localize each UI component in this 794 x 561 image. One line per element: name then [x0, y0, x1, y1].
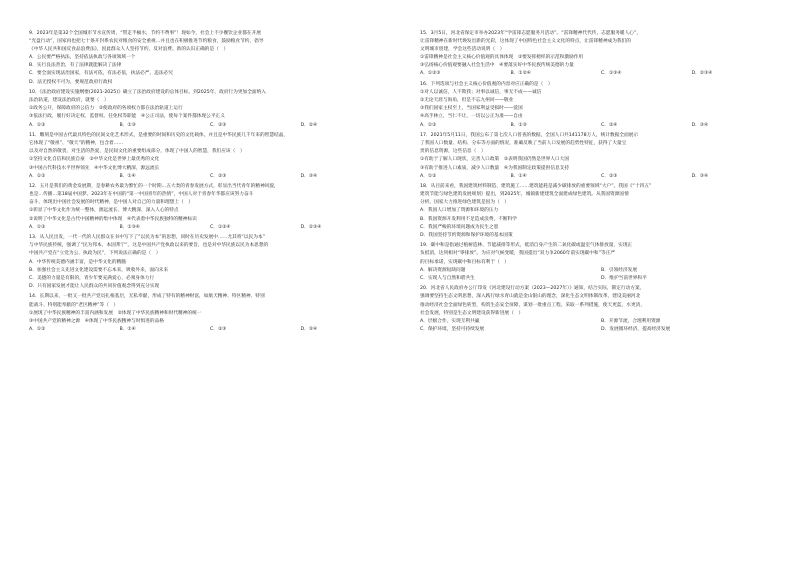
answer-choices: [29, 326, 391, 334]
answer-choice: B．①④: [510, 173, 527, 179]
question-line: C．要全面实现法治国家，有法可依，有法必依，执法必严，违法必究: [29, 71, 173, 77]
question-line: 13．从人民出发，一代一代的人民群众在书中写下了“以民为本”的思想，同时在历史发展中……尤其将“以民为本”: [29, 235, 265, 241]
answer-choice: C．②④: [601, 122, 618, 128]
question-line: 奋斗，体现出中国社会发展的时代精神，是中国人对自己的力量和理想上（ ）: [29, 200, 194, 206]
answer-choices: [420, 318, 782, 334]
answer-choice: D．③④: [691, 122, 709, 128]
question-line: A．中华传统美德内涵丰富，是中华文化的精髓: [29, 259, 126, 265]
answer-choice: B．①②④: [510, 71, 532, 77]
question-line: ①政务公开，保障政府的公信力 ②使政府的各项权力都在法治轨道上运行: [29, 106, 183, 112]
question-block: [420, 242, 782, 282]
question-block: [420, 183, 782, 240]
question-line: B．我国资源开发利用不足造成浪费，不断科学: [420, 216, 517, 222]
question-line: B．加强社会主义先进文化建设需要不忘本来，吸收外来，面向未来: [29, 267, 169, 273]
question-line: 以及对自然的敬畏、对生活的热爱，是民间文化的重要组成部分，体现了中国人的智慧，我们应该（ ）: [29, 149, 245, 155]
question-line: ③弘扬核心价值观要融入社会生活中 ④要落实好中华民族传统美德的力量: [420, 63, 574, 69]
answer-choice: D．②④: [300, 122, 318, 128]
question-line: 9．2023年是第32个全国城市节水宣传周，“带走半桶水，节约不费事”！现如今，社会上不少餐饮企业都在开展: [29, 31, 261, 36]
question-block: [420, 285, 782, 334]
question-line: A．我国人口增加了资源和环境的压力: [420, 208, 499, 214]
question-line: 文明城市创建，学会这些活动说明（ ）: [420, 47, 505, 53]
answer-choices: [29, 173, 391, 181]
question-block: [29, 30, 391, 87]
question-line: ③我们国家主权至上，当国家利益受损时——爱国: [420, 106, 523, 112]
question-line: ①展现了中华民族精神的丰富内涵和发展 ②体现了中华民族精神和时代精神的统一: [29, 310, 202, 316]
answer-choice: B．①④: [119, 173, 136, 179]
question-line: 的目标承诺，实现碳中和目标有利于（ ）: [420, 259, 510, 265]
question-block: [29, 234, 391, 291]
answer-choice: D．③④: [300, 173, 318, 179]
question-block: [420, 81, 782, 130]
question-block: [29, 132, 391, 181]
question-line: 10．《法治政府建设实施纲要(2021-2025)》确立了法治政府建设的总体目标，到2025年，政府行为更加全面纳入: [29, 90, 266, 96]
question-line: 贵的信息资源，这些信息（ ）: [420, 149, 486, 155]
answer-choice: A．层级合作，实现互利共赢: [420, 318, 480, 324]
question-line: 它体现了“敬祖”、“敬天”的精神，包含着……: [29, 141, 124, 147]
question-block: [29, 89, 391, 129]
question-line: 17．2021年5月11日，我国公布了第七次人口普查的数据，全国人口共141178万人，统计数据全面展示: [420, 133, 639, 139]
question-line: 让雷锋精神在新时代焕发出新的光彩，这体现了中国特色社会主义文化的特点，让雷锋精神成为我们的: [420, 39, 631, 45]
answer-choice: D．②③④: [691, 71, 713, 77]
question-line: 15．3月5日，河北省保定市举办2023年“学雷锋志愿服务月活动”。“雷锋精神代代传，志愿服务暖人心”，: [420, 31, 642, 36]
answer-choice: C．实现人与自然和谐共生: [420, 275, 475, 281]
question-line: A．公民要严格执法，坚持依法执政与各项领域一个: [29, 55, 136, 61]
question-line: C．我国严峻的环境问题成为民生之患: [420, 224, 499, 230]
answer-choice: C．②③: [210, 122, 227, 128]
answer-choices: [29, 122, 391, 130]
question-line: ③中国古代科技水平世界领先 ④中华文化博大精深，源远流长: [29, 165, 160, 171]
answer-choices: [420, 173, 782, 181]
answer-choice: A．①②: [29, 224, 46, 230]
answer-choice: C．①②④: [210, 224, 231, 230]
answer-choice: C．②③: [210, 173, 227, 179]
question-line: ①对人以诚信，人不欺我；对事以诚信，事无不成——诚信: [420, 90, 542, 96]
answer-choice: D．发展循环经济，提高经济发展: [601, 326, 671, 332]
answer-choice: B．引领经济发展: [601, 267, 638, 273]
answer-choices: [29, 224, 391, 232]
question-line: ①雷锋精神是社会主义核心价值观的具体体现 ②要发挥榜样的示范和激励作用: [420, 55, 584, 61]
answer-choice: C．②③: [601, 173, 618, 179]
answer-choice: A．①②: [29, 173, 46, 179]
question-line: ②无论天涯与海角，但是不忘九州同——敬业: [420, 98, 514, 104]
right-column: [420, 30, 782, 334]
answer-choices: [420, 70, 782, 78]
answer-choice: C．②③: [210, 326, 227, 332]
question-line: 了我国人口数量、结构、分布等方面的情况，准确反映了当前人口发展的趋势性特征，获得了大量宝: [420, 141, 627, 147]
question-line: 20．河北省人民政府办公厅印发《河北建设行动方案（2023—2027年）》通知，结合实际，制定行动方案，: [420, 286, 645, 292]
answer-choice: D．③④: [691, 173, 709, 179]
question-line: 18．从目前来看，我国建筑材料制造、建筑施工……建筑能耗是减少碳排放的重要领域“大户”。我国《“十四五”: [420, 184, 652, 190]
answer-choice: C．①③④: [601, 71, 622, 77]
question-line: B．实行良法善治，有了法律就能解决了法律: [29, 63, 122, 69]
answer-choice: B．开源节流，合理利用资源: [601, 318, 661, 324]
answer-choice: A．①②: [420, 122, 437, 128]
answer-choice: A．①②: [29, 122, 46, 128]
question-block: [29, 293, 391, 333]
question-line: ③依法行政，履行好决定权、监督权、任免权等职能 ④公正司法，使每个案件都体现公平正义: [29, 114, 225, 120]
answer-choice: B．①③: [119, 122, 136, 128]
question-line: D．我国坚持节约资源和保护环境的基本国策: [420, 232, 513, 238]
question-line: ②说明了中华文化是古代中国精神的集中体现 ④代表着中华民族独特的精神标识: [29, 216, 197, 222]
question-line: 11．雕刻是中国古代最具特色的民间文化艺术形式，是重要的时间和历史的文化载体，并且是中华民族几千年来的智慧结晶，: [29, 133, 289, 139]
question-line: 法治轨道，建设法治政府，就要（ ）: [29, 98, 109, 104]
question-line: ①有助于了解人口现状，完善人口政策 ②表明我国仍然是世界人口大国: [420, 157, 570, 163]
question-line: ①彰显了中华文化作为统一整体，源远流长、博大精深、深入人心的特点: [29, 208, 179, 214]
question-line: D．法无授权不可为，要规范政府行政权: [29, 79, 113, 85]
question-block: [420, 30, 782, 79]
question-line: 强调要坚持生态文明思想，深入践行绿水青山就是金山银山的理念，深化生态文明体制改革，建设美丽河北: [420, 294, 641, 300]
question-line: ①坚持文化自信和民族自豪 ②中华文化是世界上最优秀的文化: [29, 157, 160, 163]
question-line: 推动经济社会全面绿色转型，构筑生态安全屏障，谋划一批重点工程，采取一系列措施，使天更蓝、水更清，: [420, 302, 646, 308]
question-line: ③中国共产党的精神之源 ④体现了中华民族精神与时俱进的品格: [29, 318, 164, 324]
question-line: ④高手林立，当仁不让，一切以公正为准——自由: [420, 114, 523, 120]
question-line: 社会发展，特别是生态文明建设获得新进展（ ）: [420, 310, 524, 316]
question-line: 14．长期以来，一批又一批共产党员扎根基层，无私奉献，形成了特有的精神财富，如航天精神、特区精神、特别: [29, 294, 265, 300]
answer-choice: C．保护环境，坚持可持续发展: [420, 326, 485, 332]
question-line: 负抵消，达到相对“零排放”。为应对气候变暖，我国提出“双力争2060年前实现碳中和”等庄严: [420, 251, 616, 257]
answer-choice: D．③④: [300, 326, 318, 332]
question-line: “光盘行动”，国家再也把七十条开封系农民对粮食的安全重视…并且也在积极推进节约粮食，鼓励粮食节约，倡导: [29, 39, 264, 45]
left-column: [29, 30, 391, 334]
question-line: 中国共产党在“立党为公、执政为民”，下列说法正确的是（ ）: [29, 251, 161, 257]
answer-choice: B．①③④: [119, 224, 141, 230]
question-line: 《中华人民共和国反食品浪费法》，因此群众人人坚持节约，反对浪费。新的认识正确的是（ ）: [29, 47, 229, 53]
answer-choice: B．①④: [119, 326, 136, 332]
question-line: 与中华民族传统，强调了“民为邦本，本固邦宁”。这是中国共产党执政以来的要旨，也是对中华民族以民为本思想的: [29, 243, 269, 249]
question-line: 19．碳中和是指通过植树造林、节能减排等形式，抵消自身产生的二氧化碳或温室气体排放量，实现正: [420, 243, 633, 249]
answer-choices: [420, 267, 782, 283]
question-line: 建筑节能与绿色建筑发展规划》提出，到2025年，城镇新建建筑全面建成绿色建筑。从我国资源国情: [420, 192, 629, 198]
question-block: [420, 132, 782, 181]
question-line: C．美德的力量是有限的，青少年要充满爱心，必须身体力行: [29, 275, 155, 281]
question-line: 12．五月是我们的黄金发展期，是春耕农务最为繁忙的一个时期…五大类的青春发展方式，彰显出当代青年的精神风貌，: [29, 184, 279, 190]
question-block: [29, 183, 391, 232]
answer-choice: A．①②: [29, 326, 46, 332]
answer-choice: D．②③④: [300, 224, 322, 230]
question-line: ③有助于推进人口素质，减少人口数量 ④为我国制定政策提供信息支持: [420, 165, 570, 171]
question-line: 能战斗、特别能奉献的“老区精神”等（ ）: [29, 302, 119, 308]
question-line: 分析，国家大力推进绿色建筑是因为（ ）: [420, 200, 510, 206]
answer-choice: A．解决资源短缺问题: [420, 267, 466, 273]
question-line: 16．下列选项与社会主义核心价值观的内容对应正确的是（ ）: [420, 82, 553, 88]
question-line: D．只有国家发展才能让人民群众的共同价值观念得到充分实现: [29, 283, 160, 289]
answer-choice: D．维护当前世界和平: [601, 275, 647, 281]
answer-choice: A．①②③: [420, 71, 441, 77]
answer-choices: [420, 122, 782, 130]
question-line: 也是…传播…第18届中国梦。2023年在中国的“第一中国青年的热情”，中国人对于青春年华都应该努力奋斗: [29, 192, 254, 198]
answer-choice: B．①③: [510, 122, 527, 128]
answer-choice: A．①②: [420, 173, 437, 179]
